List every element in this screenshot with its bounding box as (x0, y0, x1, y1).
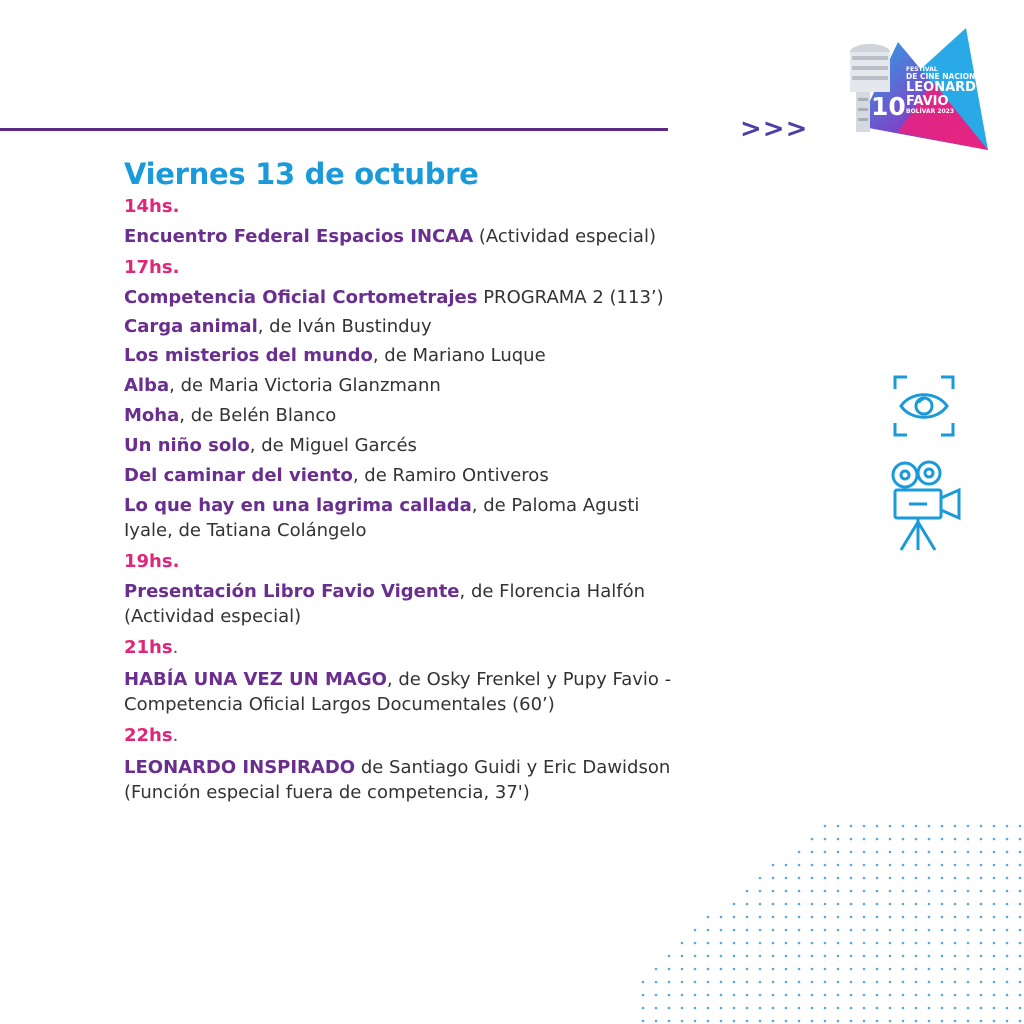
logo-number: 10 (871, 92, 906, 121)
film-camera-icon (889, 460, 963, 552)
schedule-date-title: Viernes 13 de octubre (124, 157, 479, 191)
event-line: Competencia Oficial Cortometrajes PROGRAMA 2 (113’) (124, 287, 664, 308)
schedule (124, 154, 844, 805)
event-line: Encuentro Federal Espacios INCAA (Actividad especial) (124, 226, 656, 247)
time-14: 14hs. (124, 196, 180, 217)
logo-festival-text: FESTIVAL (906, 66, 938, 73)
event-line: HABÍA UNA VEZ UN MAGO, de Osky Frenkel y Pupy Favio - (124, 669, 672, 690)
logo-favio-text: FAVIO (906, 94, 949, 109)
decorative-dot-pattern (640, 820, 1024, 1024)
time-19: 19hs. (124, 551, 180, 572)
film-line: Los misterios del mundo, de Mariano Luque (124, 345, 546, 366)
eye-scan-icon (893, 375, 955, 437)
logo-leonardo-text: LEONARDO (906, 80, 988, 95)
film-line: Iyale, de Tatiana Colángelo (124, 520, 367, 541)
logo-bolivar-text: BOLÍVAR 2023 (906, 108, 955, 115)
header-divider (0, 128, 668, 131)
event-line-cont: (Actividad especial) (124, 606, 302, 627)
event-line-cont: (Función especial fuera de competencia, 37') (124, 782, 530, 803)
film-line: Alba, de Maria Victoria Glanzmann (124, 375, 441, 396)
time-21: 21hs. (124, 637, 179, 658)
time-22: 22hs. (124, 725, 179, 746)
film-line: Lo que hay en una lagrima callada, de Paloma Agusti (124, 495, 640, 516)
chevrons-arrow: >>> (740, 114, 809, 144)
event-line-cont: Competencia Oficial Largos Documentales (60’) (124, 694, 555, 715)
event-line: Presentación Libro Favio Vigente, de Florencia Halfón (124, 581, 646, 602)
film-line: Un niño solo, de Miguel Garcés (124, 435, 417, 456)
film-line: Moha, de Belén Blanco (124, 405, 337, 426)
film-line: Del caminar del viento, de Ramiro Ontiveros (124, 465, 549, 486)
time-17: 17hs. (124, 257, 180, 278)
logo-cine-text: DE CINE NACIONAL (906, 72, 986, 81)
event-line: LEONARDO INSPIRADO de Santiago Guidi y Eric Dawidson (124, 757, 671, 778)
film-line: Carga animal, de Iván Bustinduy (124, 316, 432, 337)
festival-logo (838, 22, 988, 152)
